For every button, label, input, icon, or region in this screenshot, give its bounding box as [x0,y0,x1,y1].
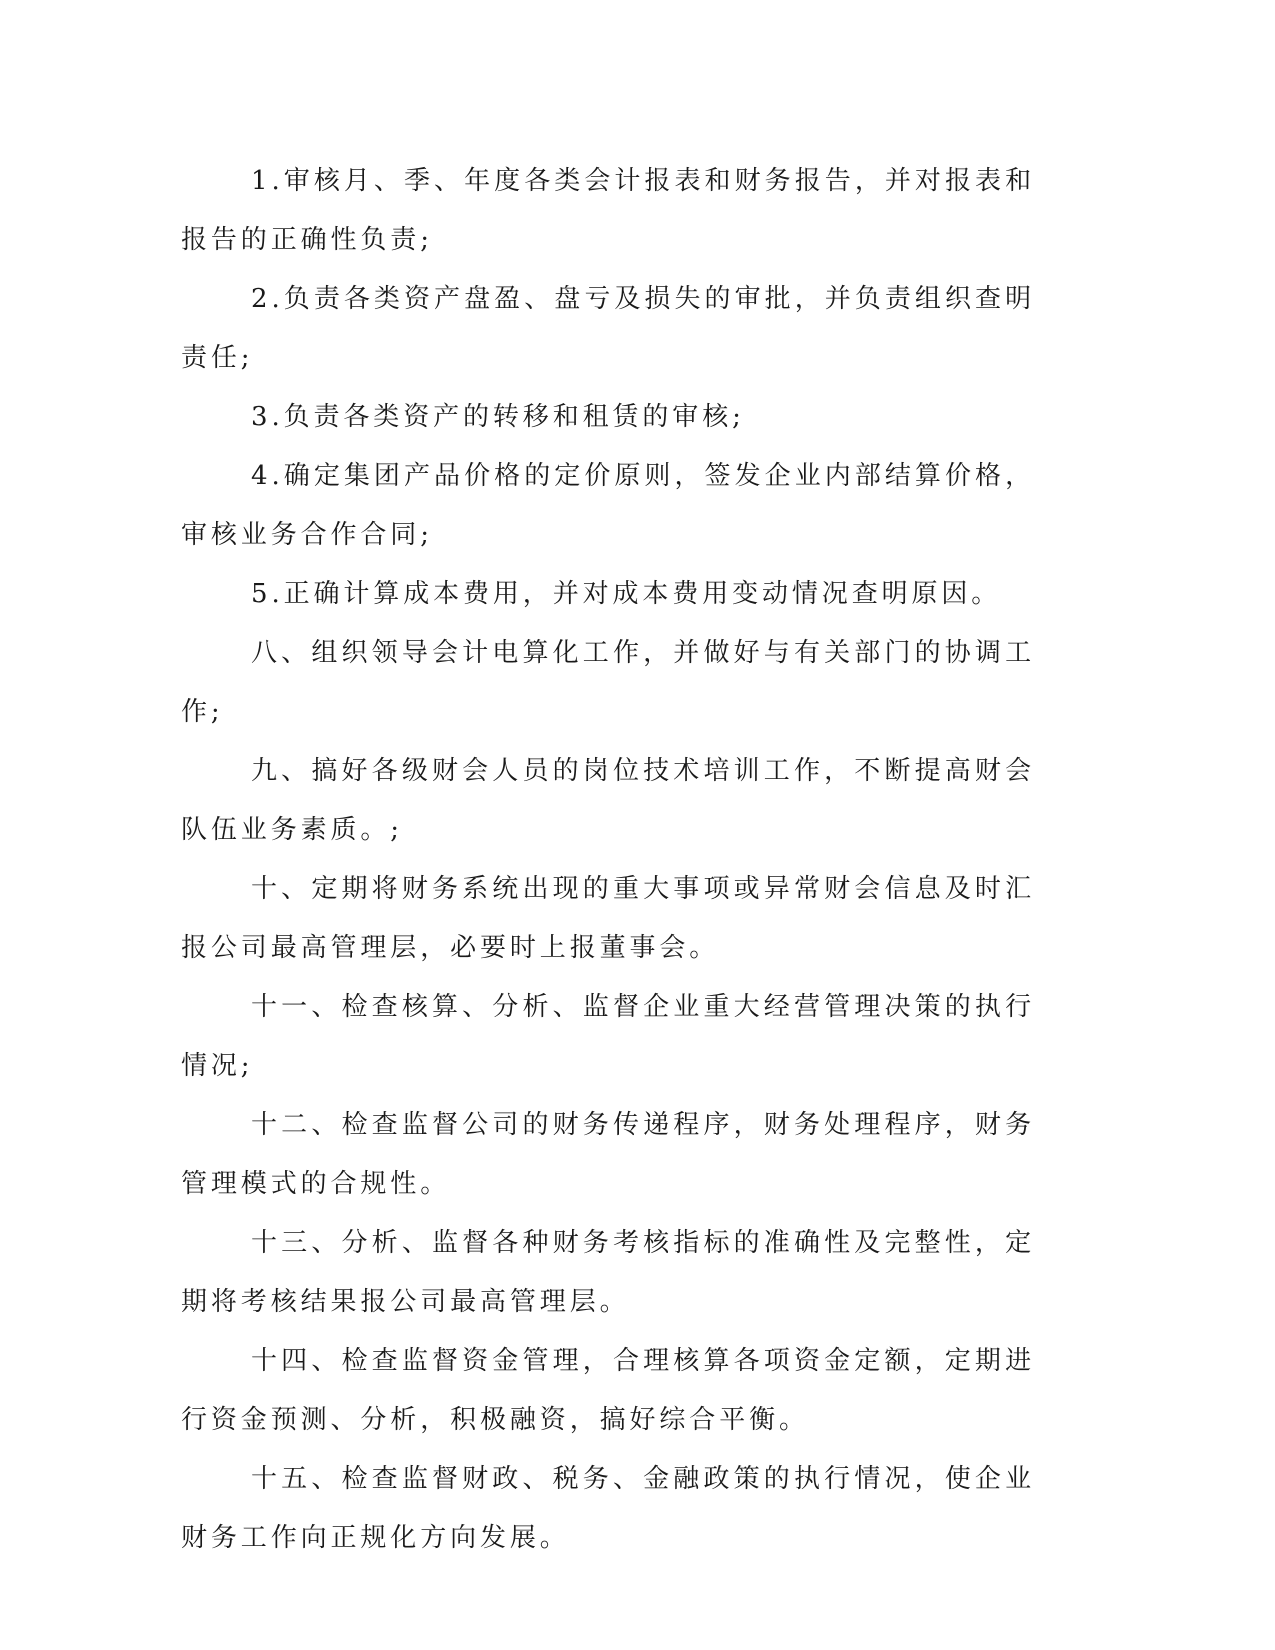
paragraph-section-13: 十三、分析、监督各种财务考核指标的准确性及完整性，定期将考核结果报公司最高管理层。 [181,1228,1035,1317]
paragraph-item-4: 4.确定集团产品价格的定价原则，签发企业内部结算价格，审核业务合作合同; [181,461,1035,550]
paragraph-section-11: 十一、检查核算、分析、监督企业重大经营管理决策的执行情况; [181,992,1035,1081]
paragraph-item-3: 3.负责各类资产的转移和租赁的审核; [251,402,745,432]
document-body [181,152,1035,1568]
paragraph-item-2: 2.负责各类资产盘盈、盘亏及损失的审批，并负责组织查明责任; [181,284,1035,373]
paragraph-section-10: 十、定期将财务系统出现的重大事项或异常财会信息及时汇报公司最高管理层，必要时上报董事会。 [181,874,1035,963]
paragraph-item-1: 1.审核月、季、年度各类会计报表和财务报告，并对报表和报告的正确性负责; [181,166,1035,255]
paragraph-section-14: 十四、检查监督资金管理，合理核算各项资金定额，定期进行资金预测、分析，积极融资，搞好综合平衡。 [181,1346,1035,1435]
paragraph-section-8: 八、组织领导会计电算化工作，并做好与有关部门的协调工作; [181,638,1035,727]
paragraph-section-15: 十五、检查监督财政、税务、金融政策的执行情况，使企业财务工作向正规化方向发展。 [181,1464,1035,1553]
paragraph-section-12: 十二、检查监督公司的财务传递程序，财务处理程序，财务管理模式的合规性。 [181,1110,1035,1199]
paragraph-section-9: 九、搞好各级财会人员的岗位技术培训工作，不断提高财会队伍业务素质。; [181,756,1035,845]
paragraph-item-5: 5.正确计算成本费用，并对成本费用变动情况查明原因。 [251,579,1002,609]
